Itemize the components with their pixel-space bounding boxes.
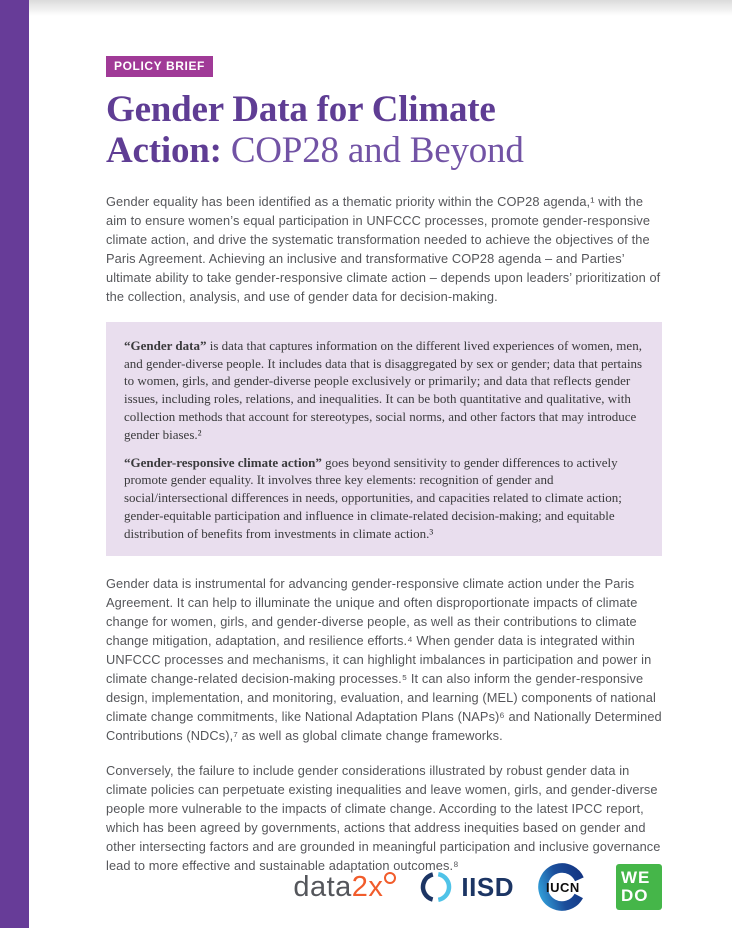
body-paragraph-1: Gender data is instrumental for advancing gender-responsive climate action under the Paris Agreement. It can help to illuminate the unique and often disproportionate impacts of climate change for women, girls, and gender-diverse people, as well as their contributions to climate change mitigation, adaptation, and resilience efforts.⁴ When gender data is integrated within UNFCCC processes and mechanisms, it can highlight imbalances in participation and power in climate change-related decision-making processes.⁵ It can also inform the gender-responsive design, implementation, and monitoring, evaluation, and learning (MEL) components of national climate change commitments, like National Adaptation Plans (NAPs)⁶ and Nationally Determined Contributions (NDCs),⁷ as well as global climate change frameworks.	[106, 575, 662, 743]
data2x-logo	[293, 870, 396, 903]
definition-gender-responsive-climate-action	[124, 454, 644, 543]
definition-text-gender-data: is data that captures information on the different lived experiences of women, men, and gender-diverse people. It includes data that is disaggregated by sex or gender; data that pertains to women, girls, and gender-diverse people exclusively or primarily; and data that reflects gender issues, including roles, relations, and inequalities. It can be both quantitative and qualitative, with collection methods that account for stereotypes, social norms, and other factors that may introduce gender biases.²	[124, 337, 643, 442]
wedo-logo	[616, 864, 662, 910]
data2x-logo-text: data	[293, 870, 352, 903]
title-line-2-bold: Action:	[106, 130, 222, 172]
page-title	[106, 89, 662, 172]
data2x-degree-icon	[384, 872, 396, 884]
title-line-1: Gender Data for Climate	[106, 89, 496, 130]
policy-brief-badge: POLICY BRIEF	[106, 56, 213, 77]
iucn-logo	[536, 860, 594, 914]
iucn-logo-text: IUCN	[546, 880, 580, 895]
wedo-logo-line2: DO	[621, 886, 649, 905]
definitions-box	[106, 322, 662, 556]
definition-term-gender-responsive: “Gender-responsive climate action”	[124, 454, 322, 470]
wedo-logo-line1: WE	[621, 868, 651, 887]
title-line-2-light: COP28 and Beyond	[230, 130, 524, 172]
body-paragraph-2: Conversely, the failure to include gender considerations illustrated by robust gender data in climate policies can perpetuate existing inequalities and leave women, girls, and gender-diverse people more vulnerable to the impacts of climate change. According to the latest IPCC report, which has been agreed by governments, actions that address inequities based on gender and other intersecting factors and are grounded in meaningful participation and inclusive governance lead to more effective and sustainable adaptation outcomes.⁸	[106, 762, 661, 873]
definition-gender-data	[124, 337, 644, 444]
definition-text-gender-responsive: goes beyond sensitivity to gender differences to actively promote gender equality. It involves three key elements: recognition of gender and social/intersectional differences in needs, opportunities, and capacities related to climate action; gender-equitable participation and influence in climate-related decision-making; and equitable distribution of benefits from investments in climate action.³	[124, 454, 622, 541]
iisd-circle-icon	[418, 869, 454, 905]
partner-logos	[293, 860, 662, 914]
data2x-logo-2x: 2x	[351, 870, 384, 903]
iisd-logo-text: IISD	[461, 872, 514, 902]
definition-term-gender-data: “Gender data”	[124, 337, 207, 353]
content-column	[106, 0, 662, 891]
iisd-logo	[418, 869, 514, 905]
intro-paragraph: Gender equality has been identified as a thematic priority within the COP28 agenda,¹ with the aim to ensure women’s equal participation in UNFCCC processes, promote gender-responsive climate action, and drive the systematic transformation needed to achieve the objectives of the Paris Agreement. Achieving an inclusive and transformative COP28 agenda – and Parties’ ultimate ability to take gender-responsive climate action – depends upon leaders’ prioritization of the collection, analysis, and use of gender data for decision-making.	[106, 193, 661, 304]
left-accent-strip	[0, 0, 29, 928]
